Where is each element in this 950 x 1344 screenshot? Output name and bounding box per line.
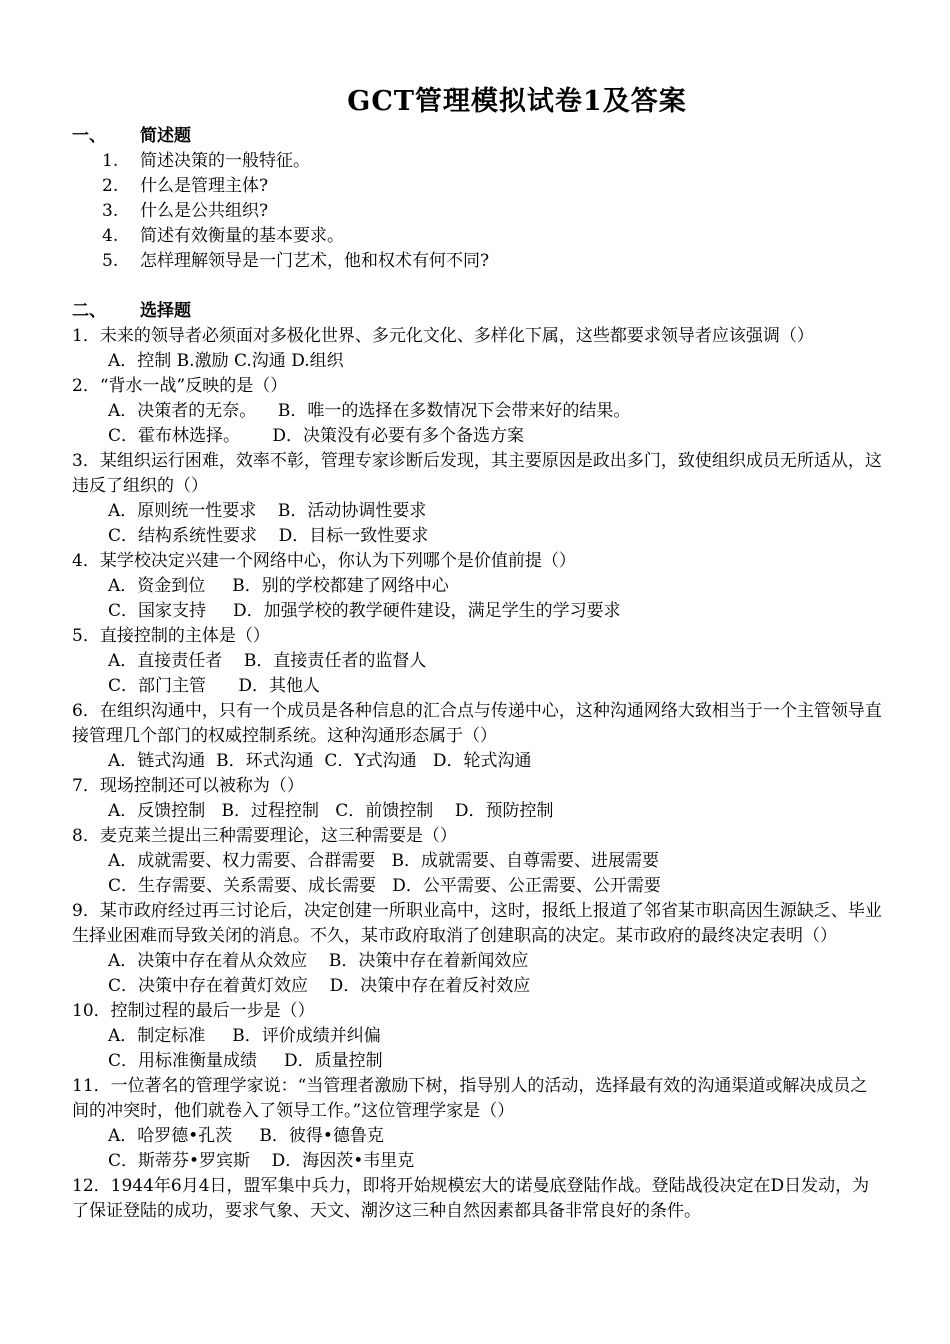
question-options: C．用标准衡量成绩 D．质量控制 [108, 1051, 383, 1071]
list-item [72, 199, 882, 224]
section-number: 二、 [72, 301, 106, 321]
list-item [72, 249, 882, 274]
question-stem: 1．未来的领导者必须面对多极化世界、多元化文化、多样化下属，这些都要求领导者应该强调（） [72, 326, 814, 346]
item-text: 简述决策的一般特征。 [140, 151, 310, 171]
question-options: A．控制 B.激励 C.沟通 D.组织 [108, 351, 344, 371]
question-stem: 2．“背水一战”反映的是（） [72, 376, 288, 396]
document-page [72, 80, 882, 1224]
question-options: C．生存需要、关系需要、成长需要 D．公平需要、公正需要、公开需要 [108, 876, 661, 896]
question-options: A．制定标准 B．评价成绩并纠偏 [108, 1026, 381, 1046]
question-options: A．直接责任者 B．直接责任者的监督人 [108, 651, 427, 671]
question-options: C．决策中存在着黄灯效应 D．决策中存在着反衬效应 [108, 976, 531, 996]
question-options: A．反馈控制 B．过程控制 C．前馈控制 D．预防控制 [108, 801, 554, 821]
question-options: A．决策中存在着从众效应 B．决策中存在着新闻效应 [108, 951, 529, 971]
question-options: C．部门主管 D．其他人 [108, 676, 321, 696]
list-item [72, 174, 882, 199]
section-title: 简述题 [140, 126, 191, 146]
question-options: C．霍布林选择。 D．决策没有必要有多个备选方案 [108, 426, 525, 446]
question-options: C．结构系统性要求 D．目标一致性要求 [108, 526, 429, 546]
question-stem: 9．某市政府经过再三讨论后，决定创建一所职业高中，这时，报纸上报道了邻省某市职高因生源缺乏、毕业生择业困难而导致关闭的消息。不久，某市政府取消了创建职高的决定。某市政府的最终决定表明（） [72, 901, 882, 946]
question-options: A．链式沟通 B．环式沟通 C．Y式沟通 D．轮式沟通 [108, 751, 532, 771]
item-number: 4. [102, 226, 119, 246]
item-number: 1. [102, 151, 119, 171]
question-options: C．斯蒂芬•罗宾斯 D．海因茨•韦里克 [108, 1151, 415, 1171]
item-text: 什么是管理主体? [140, 176, 269, 196]
question-stem: 6．在组织沟通中，只有一个成员是各种信息的汇合点与传递中心，这种沟通网络大致相当于一个主管领导直接管理几个部门的权威控制系统。这种沟通形态属于（） [72, 701, 882, 746]
question-stem: 3．某组织运行困难，效率不彰，管理专家诊断后发现，其主要原因是政出多门，致使组织成员无所适从，这违反了组织的（） [72, 451, 882, 496]
question-options: A．决策者的无奈。 B．唯一的选择在多数情况下会带来好的结果。 [108, 401, 631, 421]
spacer [72, 274, 882, 299]
question-stem: 4．某学校决定兴建一个网络中心，你认为下列哪个是价值前提（） [72, 551, 576, 571]
item-text: 怎样理解领导是一门艺术，他和权术有何不同? [140, 251, 490, 271]
section-title: 选择题 [140, 301, 191, 321]
item-number: 2. [102, 176, 119, 196]
question-stem: 7．现场控制还可以被称为（） [72, 776, 304, 796]
question-stem: 8．麦克莱兰提出三种需要理论，这三种需要是（） [72, 826, 457, 846]
question-options: A．哈罗德•孔茨 B．彼得•德鲁克 [108, 1126, 384, 1146]
section-heading-multiple-choice [72, 299, 882, 324]
question-stem: 11．一位著名的管理学家说：“当管理者激励下树，指导别人的活动，选择最有效的沟通渠道或解决成员之间的冲突时，他们就卷入了领导工作。”这位管理学家是（） [72, 1076, 868, 1121]
question-options: C．国家支持 D．加强学校的教学硬件建设，满足学生的学习要求 [108, 601, 621, 621]
item-text: 什么是公共组织? [140, 201, 269, 221]
item-number: 3. [102, 201, 119, 221]
section-number: 一、 [72, 126, 106, 146]
question-stem: 10．控制过程的最后一步是（） [72, 1001, 315, 1021]
list-item [72, 149, 882, 174]
question-options: A．原则统一性要求 B．活动协调性要求 [108, 501, 427, 521]
question-options: A．成就需要、权力需要、合群需要 B．成就需要、自尊需要、进展需要 [108, 851, 659, 871]
question-stem: 5．直接控制的主体是（） [72, 626, 270, 646]
item-number: 5. [102, 251, 119, 271]
page-title: GCT管理模拟试卷1及答案 [347, 86, 687, 117]
question-stem: 12．1944年6月4日，盟军集中兵力，即将开始规模宏大的诺曼底登陆作战。登陆战役决定在D日发动，为了保证登陆的成功，要求气象、天文、潮汐这三种自然因素都具备非常良好的条件。 [72, 1176, 870, 1221]
item-text: 简述有效衡量的基本要求。 [140, 226, 344, 246]
list-item [72, 224, 882, 249]
question-options: A．资金到位 B．别的学校都建了网络中心 [108, 576, 449, 596]
section-heading-short-answer [72, 124, 882, 149]
